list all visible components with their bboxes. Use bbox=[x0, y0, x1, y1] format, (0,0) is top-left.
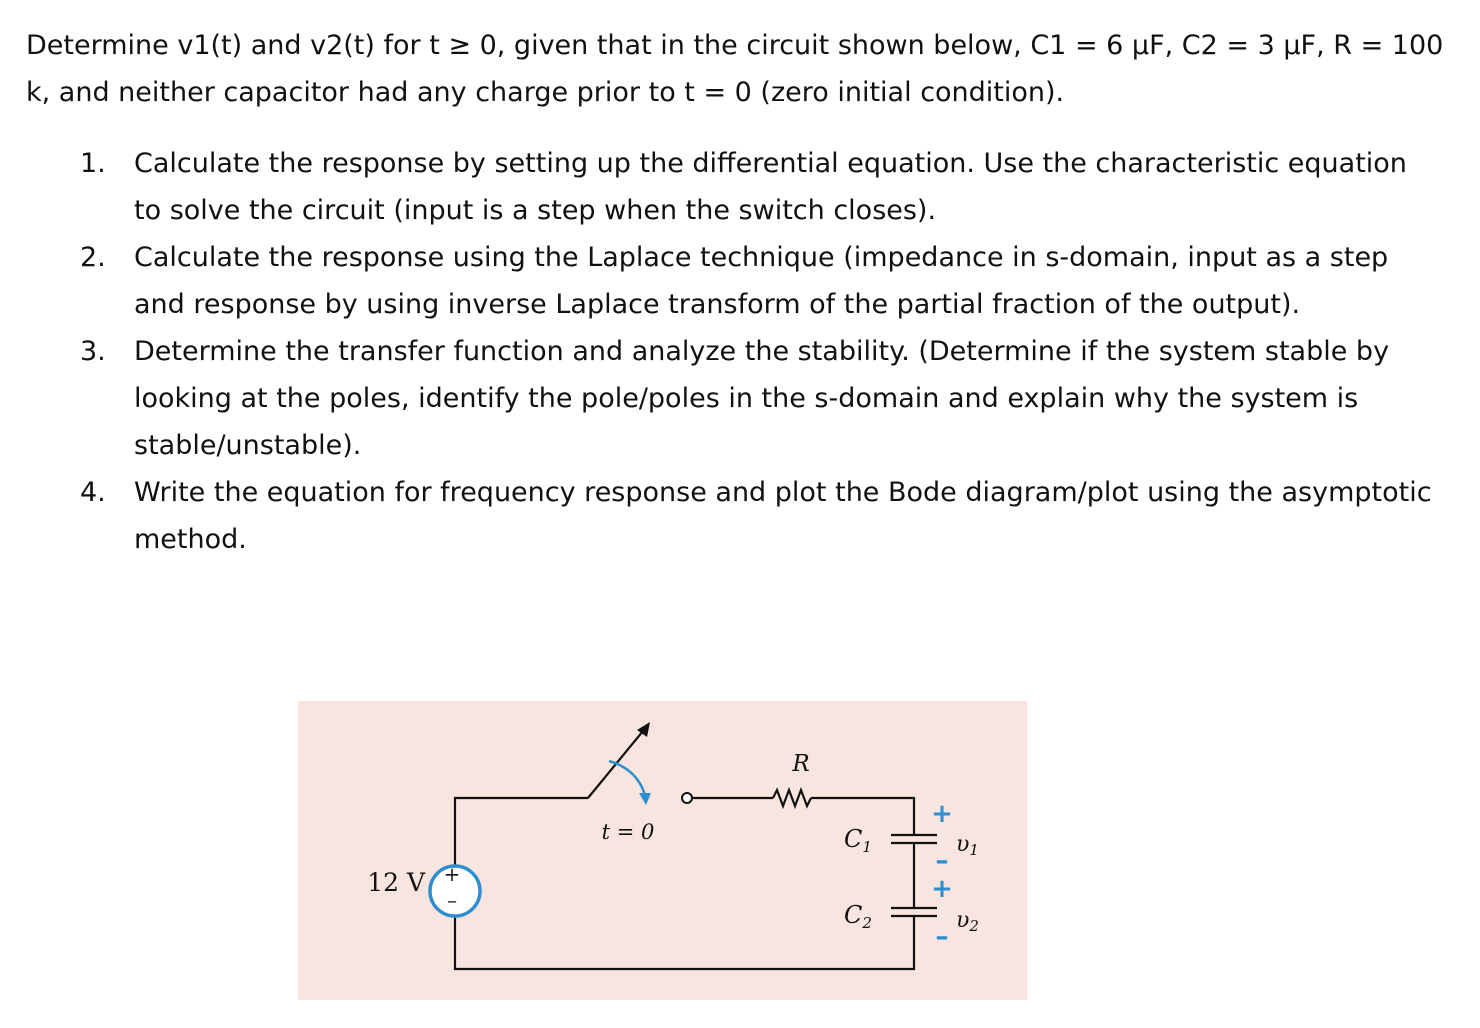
circuit-figure bbox=[298, 701, 1027, 1000]
switch-contact bbox=[682, 793, 692, 803]
task-number: 2. bbox=[80, 242, 106, 273]
c2-label: $C_2$ bbox=[844, 901, 872, 932]
wire-resistor-to-c1 bbox=[811, 798, 914, 835]
task-number: 3. bbox=[80, 336, 106, 367]
task-list bbox=[80, 140, 1440, 563]
source-voltage-label: 12 V bbox=[367, 868, 425, 897]
task-text: Determine the transfer function and analyze the stability. (Determine if the system stable by looking at the poles, identify the pole/poles in the s-domain and explain why the system is stable/unstable). bbox=[134, 336, 1390, 461]
wire-top-left bbox=[455, 798, 588, 866]
resistor-zigzag bbox=[773, 790, 811, 806]
task-text: Calculate the response using the Laplace technique (impedance in s-domain, input as a step and response by using inverse Laplace transform of the partial fraction of the output). bbox=[134, 242, 1389, 320]
switch-motion-arrow-head bbox=[639, 793, 651, 805]
task-number: 1. bbox=[80, 148, 106, 179]
task-number: 4. bbox=[80, 477, 106, 508]
source-minus-sign: – bbox=[447, 888, 457, 912]
v2-plus-sign: + bbox=[931, 874, 953, 904]
task-item bbox=[80, 140, 1440, 234]
v2-label: υ2 bbox=[956, 908, 979, 935]
switch-time-label: t = 0 bbox=[601, 820, 655, 844]
task-text: Write the equation for frequency response and plot the Bode diagram/plot using the asymptotic method. bbox=[134, 477, 1432, 555]
c1-label: $C_1$ bbox=[844, 825, 872, 856]
v1-plus-sign: + bbox=[931, 799, 953, 829]
source-plus-sign: + bbox=[443, 862, 461, 886]
task-item bbox=[80, 328, 1440, 469]
v1-label: υ1 bbox=[956, 832, 979, 859]
circuit-diagram bbox=[298, 701, 1027, 1000]
problem-statement: Determine v1(t) and v2(t) for t ≥ 0, given that in the circuit shown below, C1 = 6 μF, C2 = 3 μF, R = 100 k, and neither capacitor had any charge prior to t = 0 (zero initial condition). bbox=[26, 30, 1444, 108]
v2-minus-sign: – bbox=[935, 922, 949, 952]
task-item bbox=[80, 469, 1440, 563]
resistor-label: R bbox=[792, 751, 810, 777]
v1-minus-sign: – bbox=[935, 846, 949, 876]
task-item bbox=[80, 234, 1440, 328]
task-text: Calculate the response by setting up the differential equation. Use the characteristic equation to solve the circuit (input is a step when the switch closes). bbox=[134, 148, 1407, 226]
